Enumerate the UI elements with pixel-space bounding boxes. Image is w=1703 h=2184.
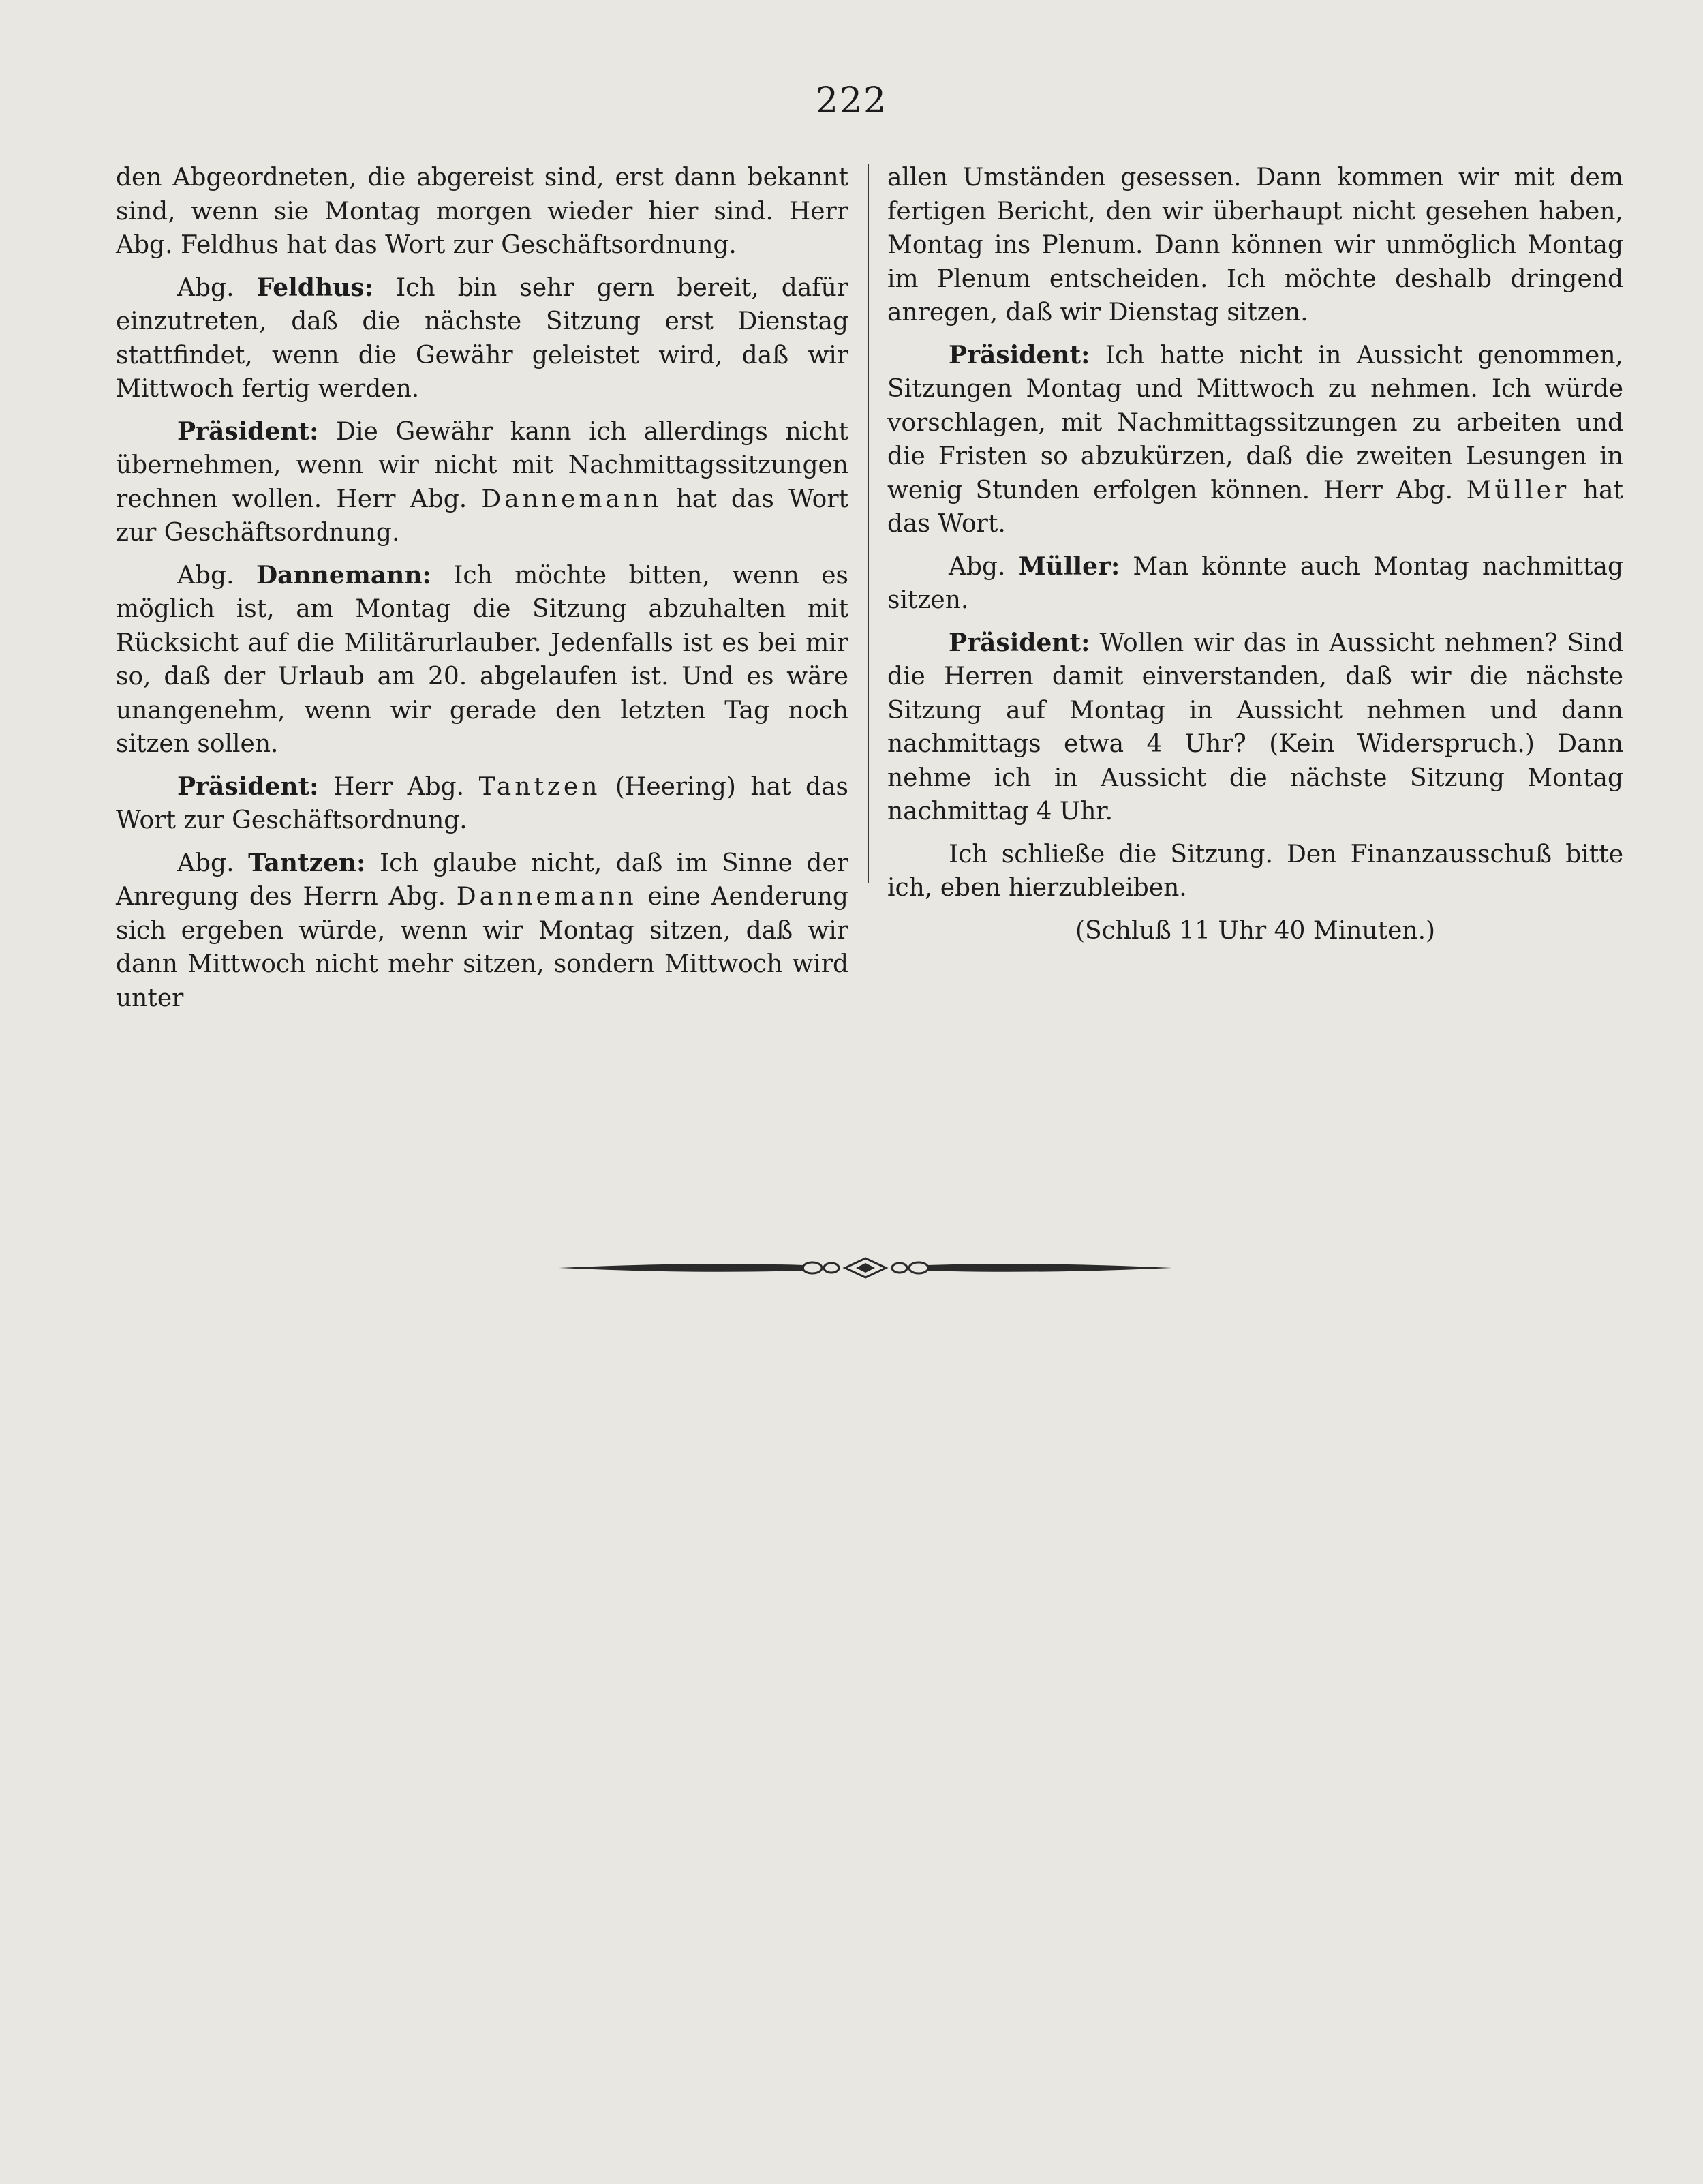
speaker-prefix: Abg.	[177, 561, 234, 590]
speaker-name: Tantzen:	[248, 848, 366, 877]
speaker-prefix: Abg.	[949, 552, 1006, 581]
speech-text: (Heering) hat das Wort zur Geschäftsordnung.	[116, 772, 848, 834]
speech-text: Wollen wir das in Aussicht nehmen? Sind die Herren damit einverstanden, daß wir die nächste Sitzung auf Montag in Aussicht nehmen und dann nachmittags etwa 4 Uhr? (Kein Widerspruch.) Dann nehme ich in Aussicht die nächste Sitzung Montag nachmittag 4 Uhr.	[887, 628, 1623, 825]
speech-text: Man könnte auch Montag nachmittag sitzen.	[887, 552, 1623, 614]
speaker-prefix: Abg.	[177, 273, 234, 302]
speech-text: Ich glaube nicht, daß im Sinne der Anregung des Herrn Abg.	[116, 849, 848, 911]
right-column	[887, 161, 1623, 956]
right-paragraph-3	[887, 550, 1623, 618]
speech-text: Ich möchte bitten, wenn es möglich ist, am Montag die Sitzung abzuhalten mit Rücksicht auf die Militärurlauber. Jedenfalls ist es bei mir so, daß der Urlaub am 20. abgelaufen ist. Und es wäre unangenehm, wenn wir gerade den letzten Tag noch sitzen sollen.	[116, 561, 848, 758]
speaker-prefix: Abg.	[177, 849, 234, 877]
speech-text: eine Aenderung sich ergeben würde, wenn wir Montag sitzen, daß wir dann Mittwoch nicht mehr sitzen, sondern Mittwoch wird unter	[116, 883, 848, 1012]
member-name: Dannemann	[481, 485, 662, 513]
left-paragraph-4	[116, 559, 848, 761]
speaker-name: Feldhus:	[256, 273, 373, 302]
speech-text: hat das Wort zur Geschäftsordnung.	[116, 485, 848, 547]
column-divider	[868, 164, 869, 883]
member-name: Dannemann	[456, 883, 637, 911]
speech-text: hat das Wort.	[887, 476, 1623, 538]
speaker-name: Präsident:	[177, 416, 319, 446]
left-p1-text: den Abgeordneten, die abgereist sind, erst dann bekannt sind, wenn sie Montag morgen wieder hier sind. Herr Abg. Feldhus hat das Wort zur Geschäftsordnung.	[116, 164, 848, 259]
left-column	[116, 161, 848, 1024]
right-paragraph-5	[887, 838, 1623, 905]
speaker-name: Präsident:	[949, 340, 1090, 369]
speech-text: Die Gewähr kann ich allerdings nicht übernehmen, wenn wir nicht mit Nachmittagssitzungen rechnen wollen. Herr Abg.	[116, 417, 848, 513]
left-paragraph-2	[116, 271, 848, 406]
right-paragraph-1	[887, 161, 1623, 330]
speaker-name: Müller:	[1018, 551, 1120, 581]
speech-text: Ich schließe die Sitzung. Den Finanzausschuß bitte ich, eben hierzubleiben.	[887, 840, 1623, 902]
speech-text: Ich bin sehr gern bereit, dafür einzutreten, daß die nächste Sitzung erst Dienstag stattfindet, wenn die Gewähr geleistet wird, daß wir Mittwoch fertig werden.	[116, 273, 849, 403]
speaker-name: Dannemann:	[256, 560, 431, 590]
speech-text: Ich hatte nicht in Aussicht genommen, Sitzungen Montag und Mittwoch zu nehmen. Ich würde vorschlagen, mit Nachmittagssitzungen zu arbeiten und die Fristen so abzukürzen, daß die zweiten Lesungen in wenig Stunden erfolgen können. Herr Abg.	[887, 341, 1623, 504]
page-number: 222	[815, 80, 888, 121]
member-name: Tantzen	[478, 772, 601, 801]
left-paragraph-6	[116, 847, 848, 1016]
left-paragraph-1	[116, 161, 848, 262]
right-p1-text: allen Umständen gesessen. Dann kommen wir mit dem fertigen Bericht, den wir überhaupt nicht gesehen haben, Montag ins Plenum. Dann können wir unmöglich Montag im Plenum entscheiden. Ich möchte deshalb dringend anregen, daß wir Dienstag sitzen.	[887, 164, 1623, 327]
right-paragraph-4	[887, 626, 1623, 829]
member-name: Müller	[1466, 476, 1570, 504]
right-paragraph-2	[887, 339, 1623, 541]
left-paragraph-3	[116, 415, 848, 550]
speech-text: Herr Abg.	[333, 772, 465, 801]
speaker-name: Präsident:	[177, 772, 319, 801]
decorative-rule-icon	[559, 1251, 1172, 1285]
speaker-name: Präsident:	[949, 628, 1090, 657]
left-paragraph-5	[116, 770, 848, 838]
closing-note: (Schluß 11 Uhr 40 Minuten.)	[1075, 916, 1436, 945]
